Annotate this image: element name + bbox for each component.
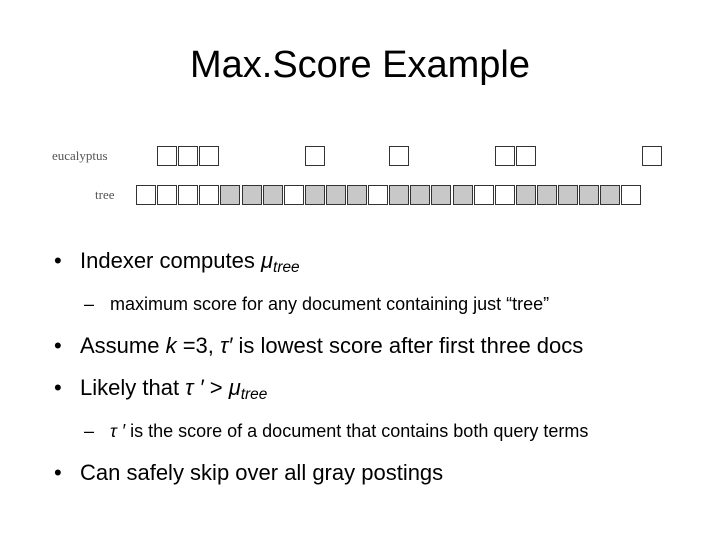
mu-subscript: tree: [240, 385, 268, 403]
sub-bullet-tau: [54, 418, 694, 444]
bullet-text: =3,: [176, 332, 221, 358]
gray-posting-cell: [242, 185, 262, 205]
gray-posting-cell: [516, 185, 536, 205]
posting-cell: [178, 185, 198, 205]
bullet-list: [54, 246, 694, 488]
bullet-dot: •: [54, 332, 62, 358]
sub-bullet-text: maximum score for any document containing just “tree”: [110, 293, 550, 314]
row-label-tree: tree: [95, 187, 115, 202]
bullet-dot: •: [54, 459, 62, 485]
postings-diagram: [40, 140, 680, 215]
posting-cell: [621, 185, 641, 205]
mu-symbol: μ: [228, 374, 241, 400]
bullet-text: Assume: [80, 332, 166, 358]
bullet-dot: •: [54, 248, 62, 273]
posting-cell: [495, 185, 515, 205]
bullet-assume: [54, 331, 694, 361]
gray-posting-cell: [389, 185, 409, 205]
posting-cell: [516, 146, 536, 166]
bullet-likely: [54, 373, 694, 410]
posting-cell: [136, 185, 156, 205]
mu-symbol: μ: [260, 248, 274, 273]
gray-posting-cell: [263, 185, 283, 205]
sub-bullet-dash: –: [84, 420, 95, 441]
posting-cell: [495, 146, 515, 166]
gray-posting-cell: [326, 185, 346, 205]
posting-cell: [284, 185, 304, 205]
gray-posting-cell: [537, 185, 557, 205]
gray-posting-cell: [453, 185, 473, 205]
bullet-text: is lowest score after first three docs: [232, 332, 584, 358]
posting-cell: [642, 146, 662, 166]
posting-cell: [305, 146, 325, 166]
posting-cell: [199, 185, 219, 205]
gray-posting-cell: [347, 185, 367, 205]
gray-posting-cell: [579, 185, 599, 205]
sub-bullet-dash: –: [84, 293, 95, 314]
bullet-indexer: [54, 246, 694, 283]
bullet-text: Likely that: [80, 374, 186, 400]
sub-bullet-text: is the score of a document that contains both query terms: [125, 420, 589, 441]
posting-cell: [199, 146, 219, 166]
mu-subscript: tree: [273, 258, 300, 276]
posting-cell: [389, 146, 409, 166]
gray-posting-cell: [410, 185, 430, 205]
gray-posting-cell: [600, 185, 620, 205]
sub-bullet-max-score: [54, 291, 694, 317]
posting-cell: [178, 146, 198, 166]
gray-posting-cell: [431, 185, 451, 205]
gray-posting-cell: [220, 185, 240, 205]
gray-posting-cell: [305, 185, 325, 205]
bullet-text: Indexer computes: [80, 248, 261, 273]
tau-symbol: τ ′: [185, 374, 204, 400]
posting-cell: [157, 146, 177, 166]
bullet-dot: •: [54, 374, 62, 400]
posting-cell: [368, 185, 388, 205]
bullet-skip: [54, 458, 694, 488]
posting-cell: [157, 185, 177, 205]
slide-title: Max.Score Example: [189, 44, 530, 86]
bullet-text: >: [203, 374, 229, 400]
tau-symbol: τ ′: [110, 420, 126, 441]
bullet-text: Can safely skip over all gray postings: [80, 459, 444, 485]
k-symbol: k: [165, 332, 177, 358]
gray-posting-cell: [558, 185, 578, 205]
tau-symbol: τ′: [220, 332, 233, 358]
posting-cell: [474, 185, 494, 205]
row-label-eucalyptus: eucalyptus: [52, 148, 108, 163]
